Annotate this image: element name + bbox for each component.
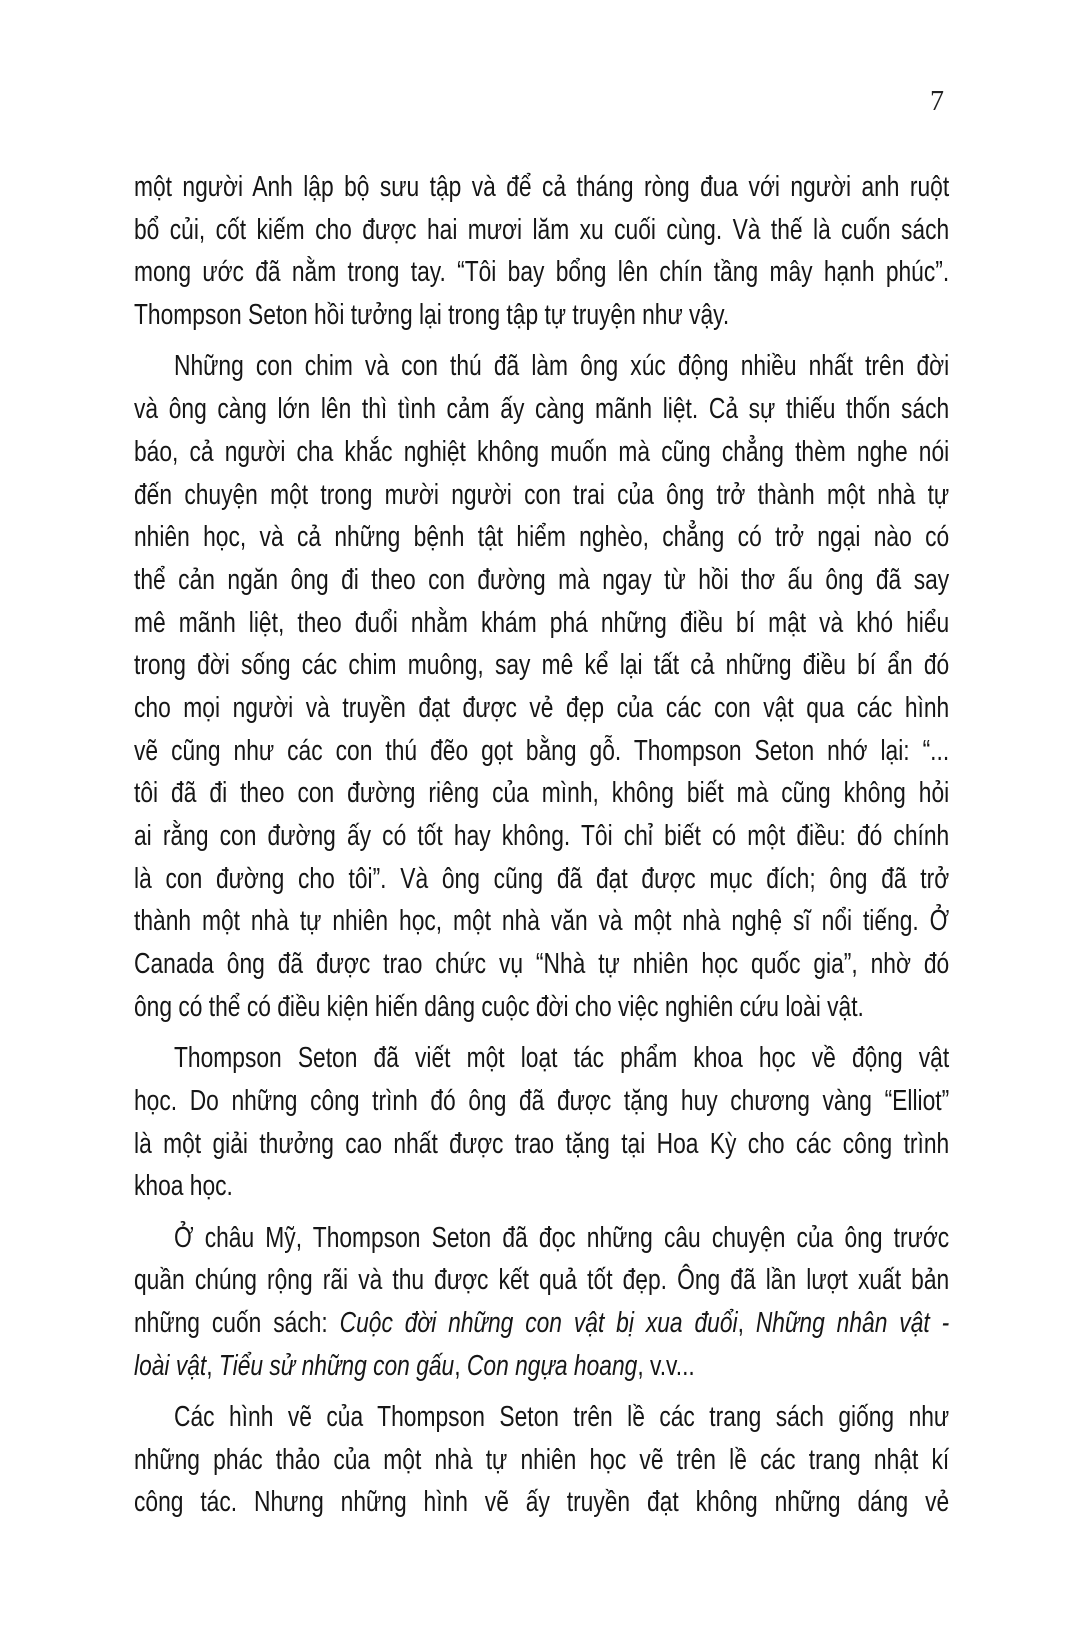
text-segment: công tác. Nhưng những hình vẽ ấy truyền đạt không những dáng vẻ (134, 1486, 950, 1519)
text-line (134, 474, 949, 517)
text-line (134, 943, 949, 986)
text-segment: là một giải thưởng cao nhất được trao tặng tại Hoa Kỳ cho các công trình (134, 1127, 950, 1160)
text-line (134, 858, 949, 901)
text-line (134, 1302, 949, 1345)
text-segment: bổ củi, cốt kiếm cho được hai mươi lăm xu cuối cùng. Và thế là cuốn sách (134, 213, 950, 246)
text-line (134, 1165, 949, 1208)
text-line (134, 1396, 949, 1439)
text-line (134, 772, 949, 815)
text-segment: là con đường cho tôi”. Và ông cũng đã đạt được mục đích; ông đã trở (134, 862, 950, 895)
text-segment: Thompson Seton đã viết một loạt tác phẩm khoa học về động vật (174, 1042, 950, 1075)
text-segment: những phác thảo của một nhà tự nhiên học vẽ trên lề các trang nhật kí (134, 1443, 950, 1476)
text-segment: một người Anh lập bộ sưu tập và để cả tháng ròng đua với người anh ruột (134, 171, 950, 203)
italic-book-title: Tiểu sử những con gấu (218, 1349, 455, 1382)
text-segment: ai rằng con đường ấy có tốt hay không. Tôi chỉ biết có một điều: đó chính (134, 820, 950, 852)
italic-book-title: Cuộc đời những con vật bị xua đuổi (339, 1306, 738, 1339)
text-line (134, 1217, 949, 1260)
text-segment: và ông càng lớn lên thì tình cảm ấy càng mãnh liệt. Cả sự thiếu thốn sách (134, 393, 950, 426)
text-line (134, 516, 949, 559)
text-segment: , (206, 1349, 219, 1382)
paragraph (134, 345, 949, 1028)
text-line (134, 1080, 949, 1123)
text-segment: báo, cả người cha khắc nghiệt không muốn mà cũng chẳng thèm nghe nói (134, 435, 950, 468)
text-line (134, 345, 949, 388)
text-segment: , v.v... (637, 1349, 695, 1382)
text-line (134, 559, 949, 602)
text-segment: quần chúng rộng rãi và thu được kết quả tốt đẹp. Ông đã lần lượt xuất bản (134, 1264, 950, 1297)
text-segment: cho mọi người và truyền đạt được vẻ đẹp của các con vật qua các hình (134, 691, 950, 724)
text-line (134, 388, 949, 431)
text-line (134, 1037, 949, 1080)
text-segment: Thompson Seton hồi tưởng lại trong tập tự truyện như vậy. (134, 299, 730, 332)
text-line (134, 431, 949, 474)
text-line (134, 251, 949, 294)
paragraph (134, 1037, 949, 1208)
paragraph (134, 1217, 949, 1388)
text-segment: thể cản ngăn ông đi theo con đường mà ngay từ hồi thơ ấu ông đã say (134, 563, 950, 596)
text-segment: mong ước đã nằm trong tay. “Tôi bay bổng lên chín tầng mây hạnh phúc”. (134, 256, 950, 289)
text-segment: Các hình vẽ của Thompson Seton trên lề các trang sách giống như (174, 1401, 950, 1433)
text-segment: trong đời sống các chim muông, say mê kể lại tất cả những điều bí ẩn đó (134, 649, 950, 682)
italic-book-title: loài vật (134, 1349, 207, 1382)
text-line (134, 294, 949, 337)
page-number: 7 (930, 86, 944, 117)
text-segment: mê mãnh liệt, theo đuổi nhằm khám phá những điều bí mật và khó hiểu (134, 606, 950, 639)
text-line (134, 1123, 949, 1166)
text-segment: thành một nhà tự nhiên học, một nhà văn và một nhà nghệ sĩ nổi tiếng. Ở (134, 905, 950, 938)
paragraph (134, 166, 949, 337)
text-segment: , (737, 1306, 756, 1339)
text-line (134, 815, 949, 858)
text-segment: đến chuyện một trong mười người con trai của ông trở thành một nhà tự (134, 478, 950, 511)
text-line (134, 1259, 949, 1302)
text-segment: Ở châu Mỹ, Thompson Seton đã đọc những câu chuyện của ông trước (174, 1221, 950, 1254)
text-line (134, 986, 949, 1029)
text-line (134, 730, 949, 773)
text-line (134, 602, 949, 645)
text-segment: , (454, 1349, 467, 1382)
text-line (134, 1481, 949, 1524)
text-segment: Canada ông đã được trao chức vụ “Nhà tự nhiên học quốc gia”, nhờ đó (134, 948, 950, 981)
text-line (134, 644, 949, 687)
text-line (134, 687, 949, 730)
italic-book-title: Con ngựa hoang (466, 1349, 638, 1382)
text-line (134, 1345, 949, 1388)
text-line (134, 1439, 949, 1482)
text-segment: học. Do những công trình đó ông đã được tặng huy chương vàng “Elliot” (134, 1084, 950, 1117)
text-line (134, 209, 949, 252)
text-segment: nhiên học, và cả những bệnh tật hiểm nghèo, chẳng có trở ngại nào có (134, 521, 950, 554)
text-line (134, 900, 949, 943)
text-segment: tôi đã đi theo con đường riêng của mình, không biết mà cũng không hỏi (134, 777, 950, 810)
text-segment: những cuốn sách: (134, 1306, 340, 1339)
text-segment: ông có thể có điều kiện hiến dâng cuộc đời cho việc nghiên cứu loài vật. (134, 990, 864, 1023)
text-segment: khoa học. (134, 1170, 233, 1203)
text-segment: Những con chim và con thú đã làm ông xúc động nhiều nhất trên đời (174, 350, 950, 383)
body-text (134, 166, 949, 1533)
italic-book-title: Những nhân vật - (755, 1306, 950, 1339)
text-segment: vẽ cũng như các con thú đẽo gọt bằng gỗ. Thompson Seton nhớ lại: “... (134, 734, 950, 767)
text-line (134, 166, 949, 209)
paragraph (134, 1396, 949, 1524)
